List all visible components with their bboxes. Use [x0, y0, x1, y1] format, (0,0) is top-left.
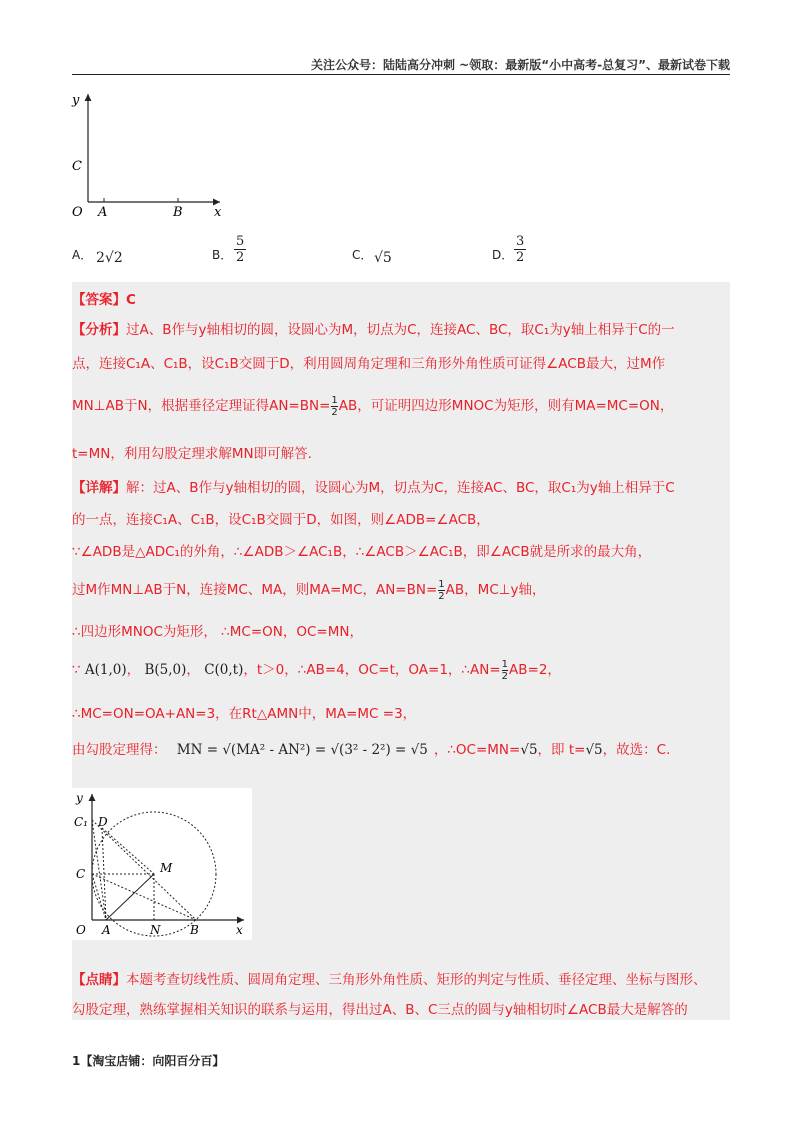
- detail-label: 【详解】: [72, 480, 126, 496]
- page-footer: 1【淘宝店铺：向阳百分百】: [72, 1054, 225, 1068]
- answer-line: [72, 288, 136, 308]
- label-a: A: [98, 205, 108, 220]
- choice-c-value: √5: [374, 250, 392, 266]
- comment-line-1: [72, 968, 707, 988]
- analysis-text-3a: MN⊥AB于N，根据垂径定理证得AN=BN=: [72, 398, 331, 414]
- fig2-label-x: x: [236, 923, 243, 937]
- detail-text-8f: ，故选：C.: [602, 742, 671, 758]
- half-num-1: 1: [331, 394, 338, 406]
- circle-figure-2: [68, 788, 252, 940]
- half-num-2: 1: [438, 578, 445, 590]
- point-a: A(1,0): [84, 662, 127, 678]
- header-text: 关注公众号：陆陆高分冲刺 ~领取：最新版“小中高考-总复习”、最新试卷下载: [311, 58, 730, 72]
- fig2-label-n: N: [150, 923, 161, 937]
- detail-line-4: [72, 578, 546, 602]
- page-header: [72, 52, 730, 75]
- coordinate-figure-1: [60, 88, 240, 228]
- fig2-label-b: B: [190, 923, 199, 937]
- choice-b-fraction: [234, 234, 246, 265]
- fig2-label-a: A: [102, 923, 111, 937]
- detail-line-5: [72, 620, 363, 640]
- detail-text-8a: 由勾股定理得：: [72, 742, 167, 758]
- detail-text-8d: ，即 t=: [537, 742, 586, 758]
- pythagoras-formula: MN = √(MA² - AN²) = √(3² - 2²) = √5: [176, 742, 428, 758]
- answer-label: 【答案】: [72, 292, 126, 308]
- comment-text-2: 勾股定理，熟练掌握相关知识的联系与运用，得出过A、B、C三点的圆与y轴相切时∠ACB最大是解答的: [72, 1002, 688, 1018]
- choice-a-letter: A．: [72, 248, 93, 262]
- analysis-line-3: [72, 394, 673, 418]
- detail-text-1: 解：过A、B作与y轴相切的圆，设圆心为M，切点为C，连接AC、BC，取C₁为y轴上相异于C: [126, 480, 675, 496]
- choice-c-letter: C．: [352, 248, 373, 262]
- half-fraction-3: [502, 659, 508, 682]
- answer-value: C: [126, 292, 136, 308]
- detail-text-4a: 过M作MN⊥AB于N，连接MC、MA，则MA=MC，AN=BN=: [72, 582, 438, 598]
- label-o: O: [72, 205, 83, 220]
- detail-text-6c: AB=2，: [509, 662, 561, 678]
- analysis-text-1: 过A、B作与y轴相切的圆，设圆心为M，切点为C，连接AC、BC，取C₁为y轴上相异于C的一: [126, 322, 675, 338]
- label-c: C: [72, 159, 82, 174]
- analysis-text-2: 点，连接C₁A、C₁B，设C₁B交圆于D，利用圆周角定理和三角形外角性质可证得∠ACB最大，过M作: [72, 356, 666, 372]
- half-den-1: 2: [331, 406, 338, 418]
- detail-line-6: ∵ A(1,0)， B(5,0)， C(0,t)，t＞0，∴AB=4，OC=t，OA=1，∴AN= $\frac{1}{2}$ AB=2，: [72, 658, 561, 682]
- half-fraction-2: [438, 579, 444, 602]
- detail-text-3: ∵∠ADB是△ADC₁的外角，∴∠ADB＞∠AC₁B，∴∠ACB＞∠AC₁B，即∠ACB就是所求的最大角，: [72, 544, 652, 560]
- fig2-label-c1: C₁: [74, 815, 88, 829]
- sqrt5-b: √5: [585, 742, 603, 758]
- choice-b-letter: B．: [212, 248, 233, 262]
- detail-line-7: [72, 702, 416, 722]
- detail-line-8: [72, 738, 670, 758]
- analysis-text-3b: AB，可证明四边形MNOC为矩形，则有MA=MC=ON，: [338, 398, 674, 414]
- detail-text-5: ∴四边形MNOC为矩形， ∴MC=ON，OC=MN，: [72, 624, 363, 640]
- choice-d-fraction: [514, 234, 526, 265]
- comment-line-2: [72, 998, 688, 1018]
- label-b: B: [173, 205, 183, 220]
- sqrt5-a: √5: [520, 742, 538, 758]
- detail-text-6b: ，t＞0，∴AB=4，OC=t，OA=1，∴AN=: [243, 662, 501, 678]
- choice-b-den: 2: [236, 250, 245, 265]
- label-y: y: [72, 93, 80, 108]
- detail-line-2: [72, 508, 490, 528]
- detail-text-8b: ，∴OC=MN=: [433, 742, 521, 758]
- detail-text-6a: ∵: [72, 662, 81, 678]
- analysis-line-2: [72, 352, 665, 372]
- choice-d-num: 3: [516, 234, 525, 249]
- comment-text-1: 本题考查切线性质、圆周角定理、三角形外角性质、矩形的判定与性质、垂径定理、坐标与图形、: [126, 972, 707, 988]
- half-fraction-1: [331, 395, 337, 418]
- half-den-3: 2: [501, 670, 509, 682]
- fig2-label-o: O: [76, 923, 86, 937]
- choice-d-den: 2: [516, 250, 525, 265]
- analysis-label: 【分析】: [72, 322, 126, 338]
- solution-block: [72, 282, 730, 1020]
- fig2-label-m: M: [160, 861, 173, 875]
- half-num-3: 1: [501, 658, 509, 670]
- point-b: B(5,0): [144, 662, 187, 678]
- fig2-label-c: C: [76, 867, 86, 881]
- choice-d-letter: D．: [492, 248, 514, 262]
- analysis-line-4: [72, 442, 312, 462]
- answer-choices: [72, 232, 732, 272]
- detail-line-3: [72, 540, 651, 560]
- point-c: C(0,t): [204, 662, 244, 678]
- detail-text-4b: AB，MC⊥y轴，: [445, 582, 546, 598]
- detail-line-1: [72, 476, 675, 496]
- analysis-line-1: [72, 318, 675, 338]
- choice-b-num: 5: [236, 234, 245, 249]
- detail-text-2: 的一点，连接C₁A、C₁B，设C₁B交圆于D，如图，则∠ADB=∠ACB，: [72, 512, 490, 528]
- choice-a-value: 2√2: [96, 250, 123, 266]
- half-den-2: 2: [438, 590, 445, 602]
- fig2-label-y: y: [76, 791, 83, 805]
- comment-label: 【点睛】: [72, 972, 126, 988]
- detail-text-7: ∴MC=ON=OA+AN=3，在Rt△AMN中，MA=MC =3，: [72, 706, 417, 722]
- label-x: x: [214, 205, 222, 220]
- analysis-text-4: t=MN，利用勾股定理求解MN即可解答.: [72, 446, 312, 462]
- fig2-label-d: D: [98, 815, 108, 829]
